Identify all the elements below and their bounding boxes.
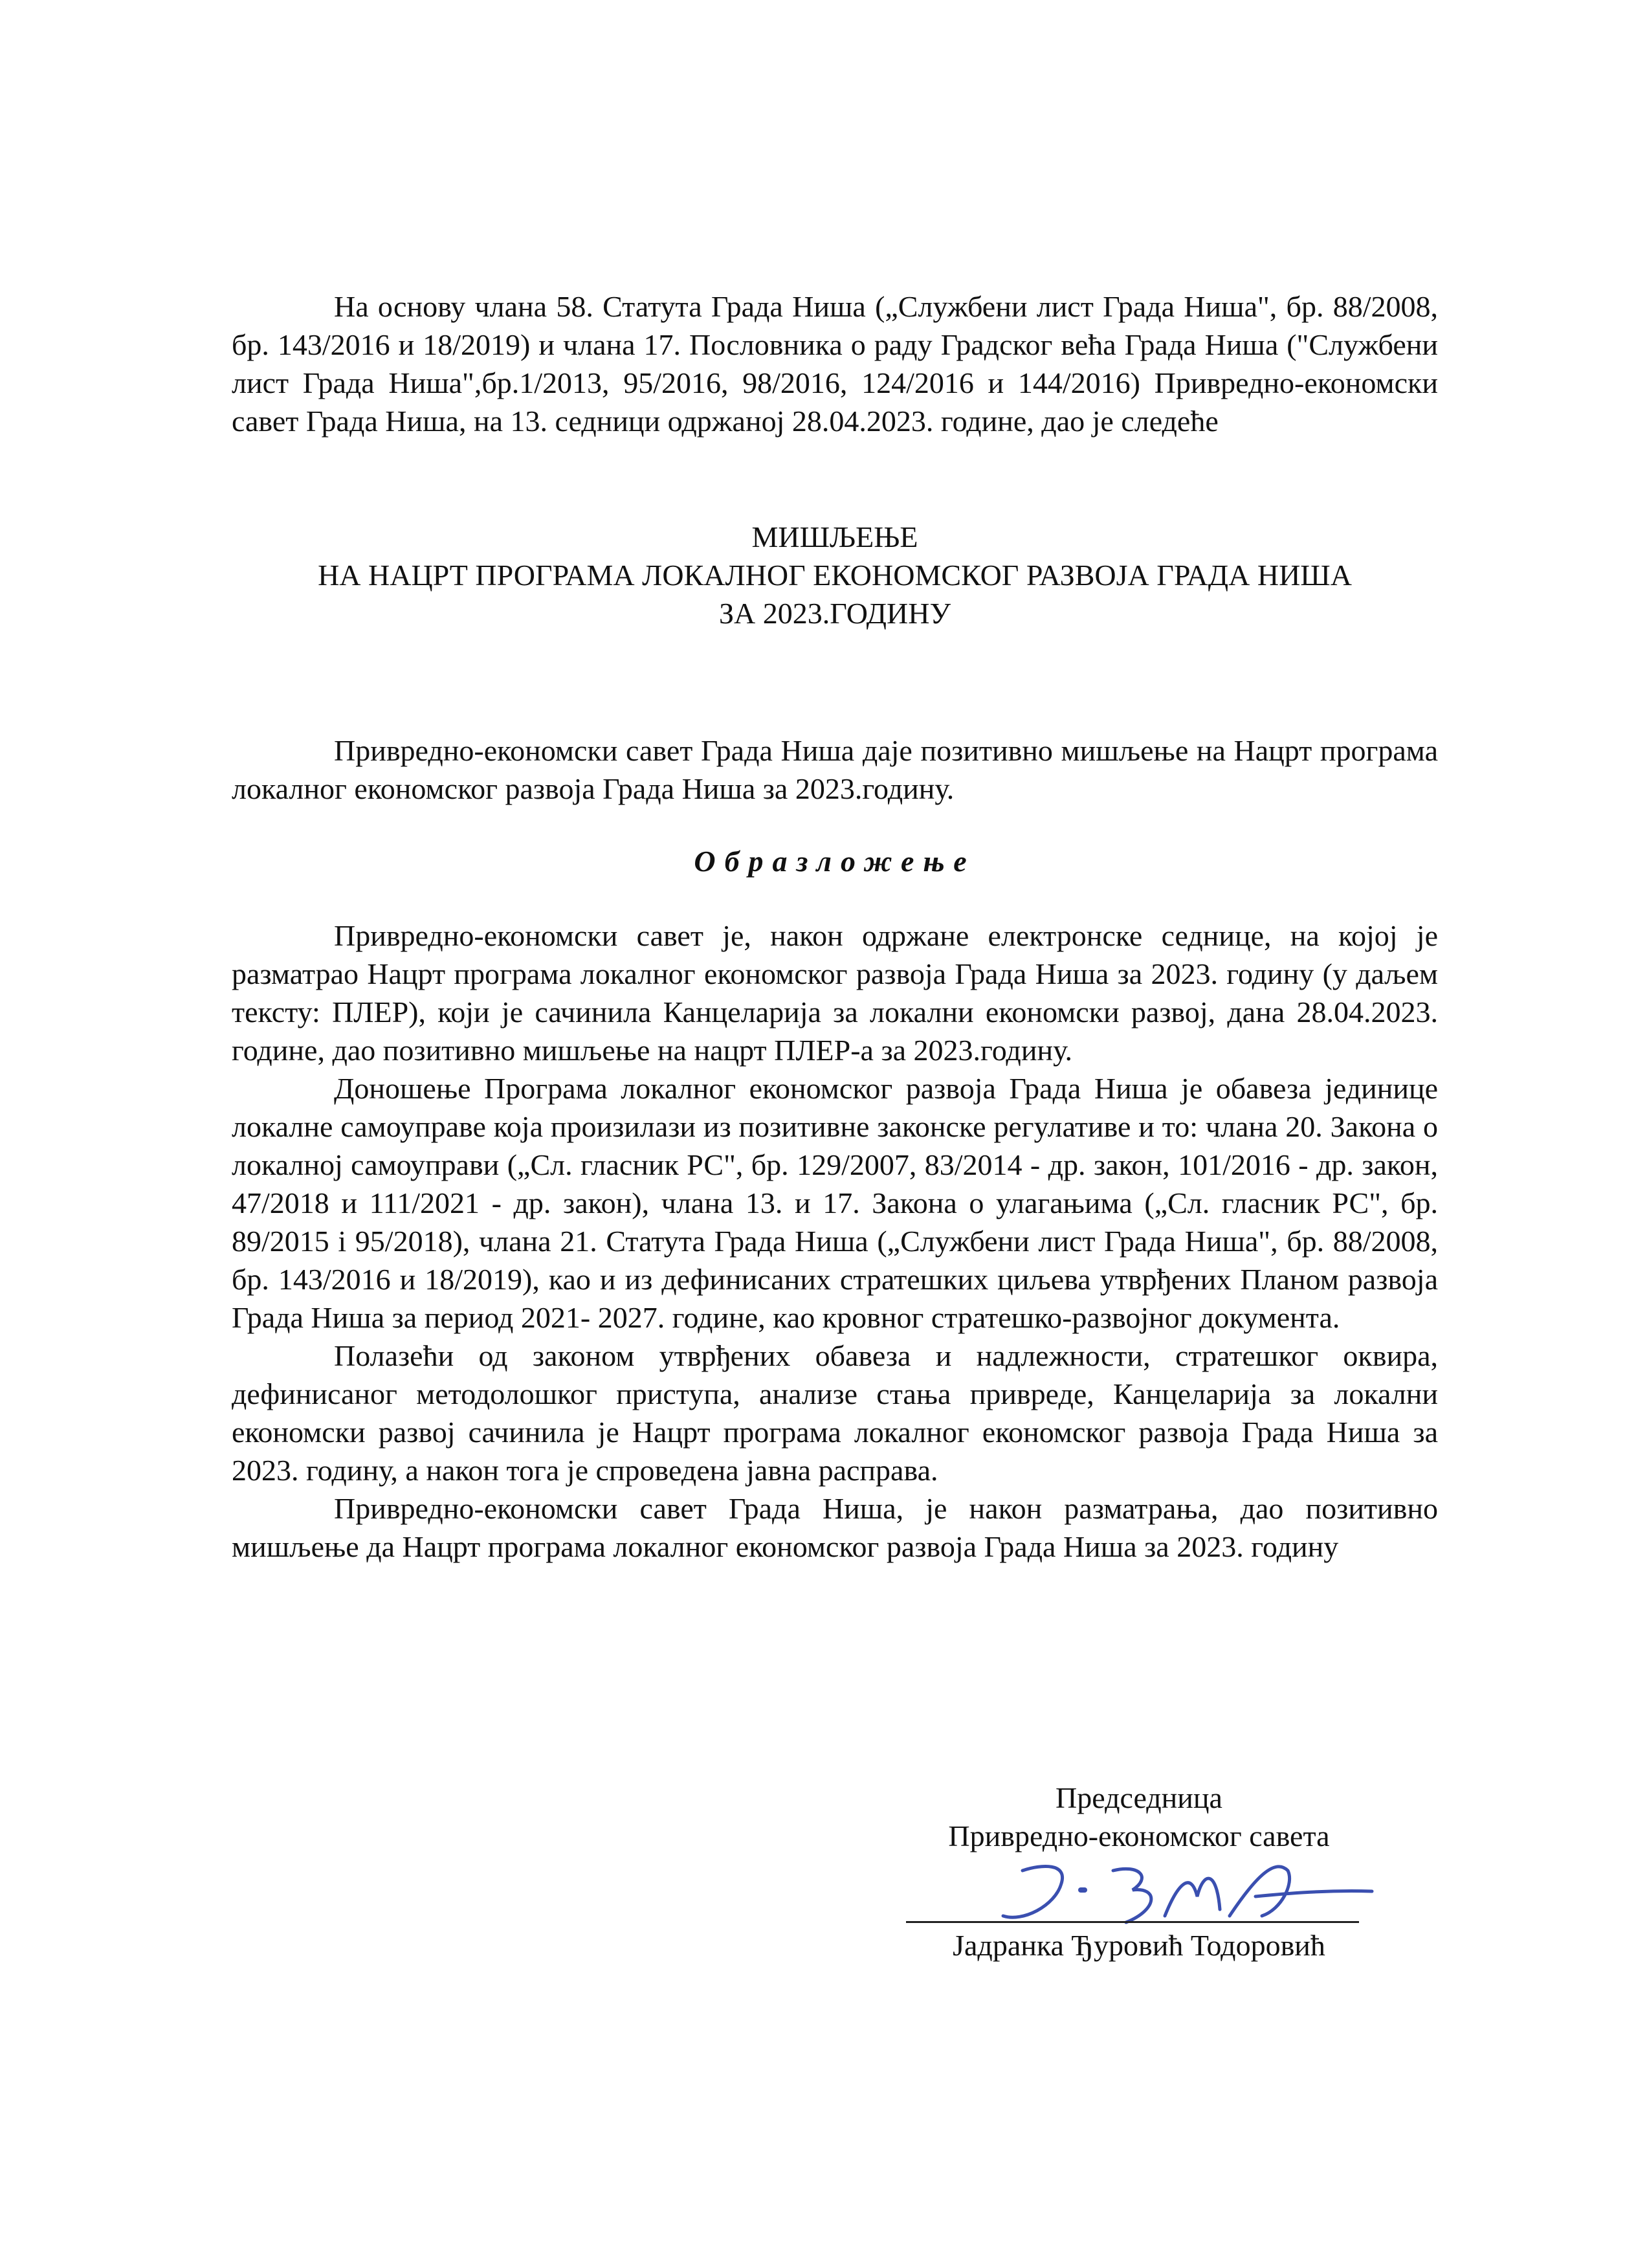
reasoning-paragraph-3: Полазећи од законом утврђених обавеза и надлежности, стратешког оквира, дефинисаног методолошког приступа, анализе стања привреде, Канцеларија за локални економски развој сачинила је Нацрт програма локалног економског развоја Града Ниша за 2023. годину, а након тога је спроведена јавна расправа. — [232, 1339, 1438, 1487]
signature-line — [906, 1921, 1359, 1923]
opinion-paragraph — [232, 731, 1438, 808]
title-line-3: ЗА 2023.ГОДИНУ — [718, 597, 951, 630]
intro-paragraph — [232, 287, 1438, 440]
reasoning-paragraph-1: Привредно-економски савет је, након одржане електронске седнице, на којој је разматрао Нацрт програма локалног економског развоја Града Ниша за 2023. годину (у даљем тексту: ПЛЕР), који је сачинила Канцеларија за локални економски развој, дана 28.04.2023. године, дао позитивно мишљење на нацрт ПЛЕР-а за 2023.годину. — [232, 919, 1438, 1067]
intro-text: На основу члана 58. Статута Града Ниша („Службени лист Града Ниша", бр. 88/2008, бр. 143/2016 и 18/2019) и члана 17. Пословника о раду Градског већа Града Ниша ("Службени лист Града Ниша",бр.1/2013, 95/2016, 98/2016, 124/2016 и 144/2016) Привредно-економски савет Града Ниша, на 13. седници одржаној 28.04.2023. године, дао је следеће — [232, 290, 1438, 438]
title-line-1: МИШЉЕЊЕ — [751, 520, 918, 553]
reasoning-paragraph-4: Привредно-економски савет Града Ниша, је након разматрања, дао позитивно мишљење да Нацрт програма локалног економског развоја Града Ниша за 2023. годину — [232, 1492, 1438, 1563]
signature-role-line-1: Председница — [1056, 1781, 1222, 1814]
signature-role-line-2: Привредно-економског савета — [948, 1819, 1330, 1852]
reasoning-paragraph-2: Доношење Програма локалног економског развоја Града Ниша је обавеза јединице локалне самоуправе која произилази из позитивне законске регулативе и то: члана 20. Закона о локалној самоуправи („Сл. гласник РС", бр. 129/2007, 83/2014 - др. закон, 101/2016 - др. закон, 47/2018 и 111/2021 - др. закон), члана 13. и 17. Закона о улагањима („Сл. гласник РС", бр. 89/2015 і 95/2018), члана 21. Статута Града Ниша („Службени лист Града Ниша", бр. 88/2008, бр. 143/2016 и 18/2019), као и из дефинисаних стратешких циљева утврђених Планом развоја Града Ниша за период 2021- 2027. године, као кровног стратешко-развојног документа. — [232, 1072, 1438, 1334]
reasoning-section — [232, 917, 1438, 1566]
reasoning-heading: Образложење — [694, 845, 976, 878]
opinion-text: Привредно-економски савет Града Ниша даје позитивно мишљење на Нацрт програма локалног економског развоја Града Ниша за 2023.годину. — [232, 734, 1438, 805]
signature-role — [893, 1779, 1385, 1855]
signatory-name: Јадранка Ђуровић Тодоровић — [953, 1929, 1325, 1962]
document-title — [232, 518, 1438, 632]
title-line-2: НА НАЦРТ ПРОГРАМА ЛОКАЛНОГ ЕКОНОМСКОГ РАЗВОЈА ГРАДА НИША — [318, 559, 1352, 592]
